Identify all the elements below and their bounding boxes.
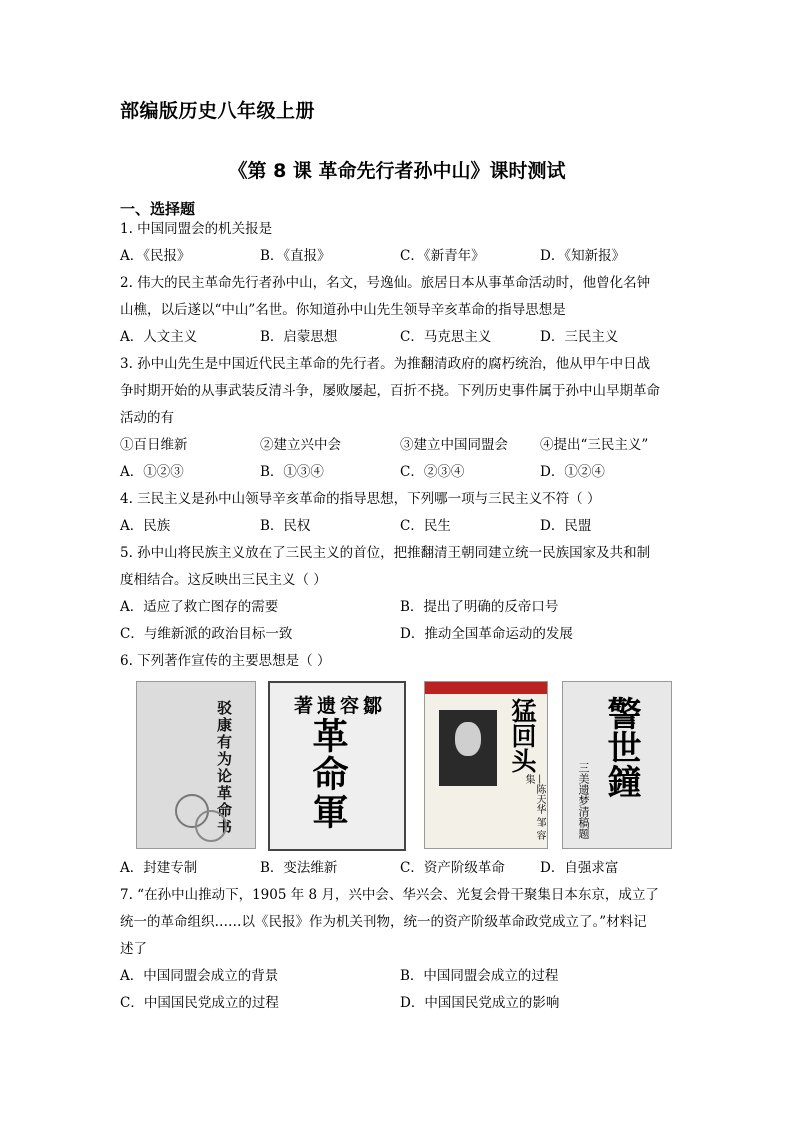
- portrait-face: [455, 722, 481, 756]
- option-d: D．民盟: [540, 518, 592, 534]
- option-a: A．①②③: [120, 464, 184, 480]
- option-a: A．适应了救亡图存的需要: [120, 599, 279, 615]
- question-text: 4. 三民主义是孙中山领导辛亥革命的指导思想，下列哪一项与三民主义不符（ ）: [120, 491, 601, 507]
- option-c: C．马克思主义: [400, 329, 492, 345]
- option-row: [120, 324, 680, 351]
- item-3: ③建立中国同盟会: [400, 437, 508, 453]
- option-a: A．民族: [120, 518, 171, 534]
- option-d: D．中国国民党成立的影响: [400, 995, 560, 1011]
- item-4: ④提出“三民主义”: [540, 437, 649, 453]
- question-text: 5. 孙中山将民族主义放在了三民主义的首位，把推翻清王朝同建立统一民族国家及共和制: [120, 545, 651, 561]
- book-title: 革命軍: [307, 717, 349, 831]
- book-author: 著遗容鄒: [294, 695, 387, 717]
- option-row: [120, 621, 680, 648]
- option-row: [120, 459, 680, 486]
- book-cover-geming-jun: [268, 681, 406, 851]
- question-4: [120, 486, 680, 540]
- option-a: A．封建专制: [120, 860, 198, 876]
- question-text: 度相结合。这反映出三民主义（ ）: [120, 572, 327, 588]
- question-text: 2. 伟大的民主革命先行者孙中山，名文，号逸仙。旅居日本从事革命活动时，他曾化名钟: [120, 275, 651, 291]
- book-title: 警世鐘: [601, 696, 641, 798]
- option-b: B．《直报》: [260, 248, 331, 264]
- option-c: C．与维新派的政治目标一致: [120, 626, 293, 642]
- book-title: 猛回头: [508, 698, 537, 773]
- book-cover-meng-huitou: [424, 681, 548, 849]
- item-row: [120, 432, 680, 459]
- question-text: 3. 孙中山先生是中国近代民主革命的先行者。为推翻清政府的腐朽统治，他从甲午中日战: [120, 356, 651, 372]
- option-c: C．中国国民党成立的过程: [120, 995, 279, 1011]
- option-d: D．推动全国革命运动的发展: [400, 626, 573, 642]
- book-cover-bo-kang: [136, 681, 256, 849]
- question-6: [120, 648, 680, 882]
- option-a: A．《民报》: [120, 248, 191, 264]
- question-text: 统一的革命组织……以《民报》作为机关刊物，统一的资产阶级革命政党成立了。”材料记: [120, 914, 647, 930]
- book-inscription: 三美遗梦清稿题: [577, 762, 590, 839]
- option-a: A．人文主义: [120, 329, 198, 345]
- option-b: B．启蒙思想: [260, 329, 338, 345]
- option-row: [120, 963, 680, 990]
- seal-stamp: [195, 810, 227, 842]
- question-7: [120, 882, 680, 1017]
- question-5: [120, 540, 680, 648]
- option-row: [120, 594, 680, 621]
- question-text: 1. 中国同盟会的机关报是: [120, 221, 273, 237]
- page-title: 《第 8 课 革命先行者孙中山》课时测试: [228, 160, 566, 182]
- book-author: —陈天华 邹 容集: [523, 774, 545, 841]
- option-row: [120, 990, 680, 1017]
- question-3: [120, 351, 680, 486]
- option-d: D．①②④: [540, 464, 605, 480]
- section-heading: 一、选择题: [120, 200, 196, 218]
- option-a: A．中国同盟会成立的背景: [120, 968, 279, 984]
- option-b: B．提出了明确的反帝口号: [400, 599, 559, 615]
- option-b: B．中国同盟会成立的过程: [400, 968, 559, 984]
- option-c: C．《新青年》: [400, 248, 485, 264]
- option-row: [120, 855, 680, 882]
- option-c: C．民生: [400, 518, 451, 534]
- question-1: [120, 216, 680, 270]
- option-b: B．①③④: [260, 464, 324, 480]
- book-cover-jingshi-zhong: [562, 681, 672, 849]
- question-text: 争时期开始的从事武装反清斗争，屡败屡起，百折不挠。下列历史事件属于孙中山早期革命: [120, 383, 660, 399]
- question-text: 山樵，以后遂以“中山”名世。你知道孙中山先生领导辛亥革命的指导思想是: [120, 302, 566, 318]
- option-b: B．民权: [260, 518, 311, 534]
- option-d: D．三民主义: [540, 329, 619, 345]
- question-text: 述了: [120, 941, 147, 957]
- option-b: B．变法维新: [260, 860, 338, 876]
- option-d: D．《知新报》: [540, 248, 626, 264]
- option-row: [120, 243, 680, 270]
- cover-banner: [425, 682, 547, 694]
- book-cover-images: [136, 681, 680, 849]
- option-c: C．②③④: [400, 464, 465, 480]
- question-text: 6. 下列著作宣传的主要思想是（ ）: [120, 653, 331, 669]
- question-text: 活动的有: [120, 410, 174, 426]
- option-c: C．资产阶级革命: [400, 860, 505, 876]
- item-1: ①百日维新: [120, 437, 188, 453]
- item-2: ②建立兴中会: [260, 437, 341, 453]
- option-d: D．自强求富: [540, 860, 619, 876]
- book-title: 驳康有为论革命书: [215, 700, 233, 836]
- question-2: [120, 270, 680, 351]
- question-list: [120, 216, 680, 1017]
- question-text: 7. “在孙中山推动下，1905 年 8 月，兴中会、华兴会、光复会骨干聚集日本东京，成立了: [120, 887, 659, 903]
- document-header: 部编版历史八年级上册: [120, 100, 316, 122]
- option-row: [120, 513, 680, 540]
